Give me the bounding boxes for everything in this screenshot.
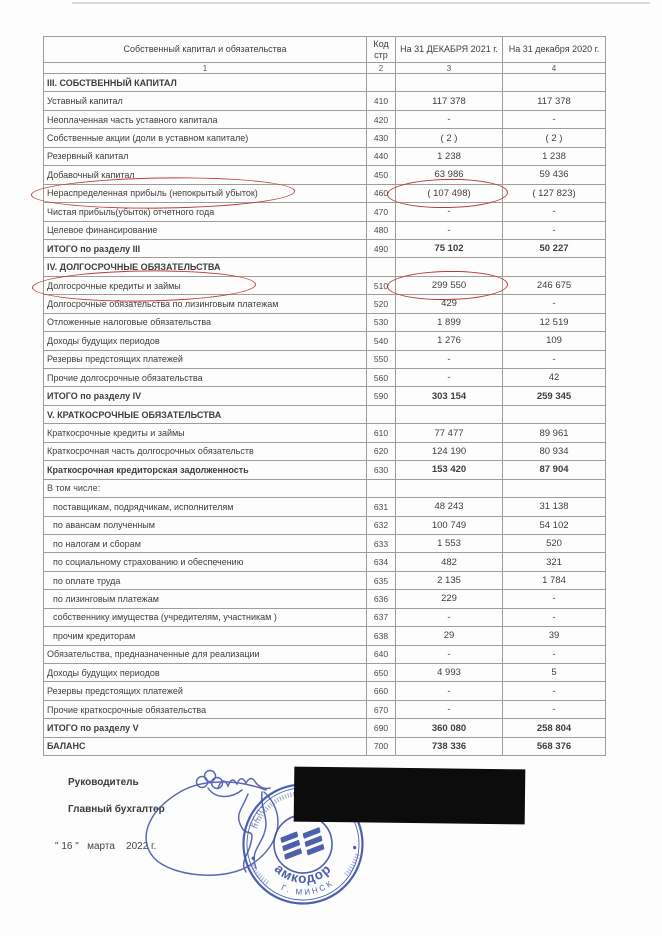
table-row [44, 682, 606, 700]
cell-code [367, 405, 396, 423]
cell-y2021: - [396, 645, 503, 663]
cell-code: 490 [367, 239, 396, 257]
cell-y2020: 1 784 [503, 571, 606, 589]
signature-loop [205, 771, 216, 782]
cell-label: Краткосрочные кредиты и займы [44, 424, 367, 442]
cell-y2021: 2 135 [396, 571, 503, 589]
cell-code [367, 74, 396, 92]
cell-label: В том числе: [44, 479, 367, 497]
cell-label: Уставный капитал [44, 92, 367, 110]
cell-label: Краткосрочная часть долгосрочных обязательств [44, 442, 367, 460]
table-row [44, 534, 606, 552]
cell-code: 670 [367, 700, 396, 718]
cell-code: 550 [367, 350, 396, 368]
cell-y2020: 31 138 [503, 498, 606, 516]
cell-y2020: 246 675 [503, 276, 606, 294]
column-index-row [44, 63, 606, 74]
cell-label: прочим кредиторам [44, 627, 367, 645]
table-row [44, 498, 606, 516]
cell-label: Чистая прибыль(убыток) отчетного года [44, 203, 367, 221]
cell-code: 636 [367, 590, 396, 608]
table-row [44, 387, 606, 405]
col-index-1: 1 [44, 63, 367, 74]
cell-y2021: - [396, 700, 503, 718]
cell-label: по лизинговым платежам [44, 590, 367, 608]
cell-y2021: 1 553 [396, 534, 503, 552]
cell-label: БАЛАНС [44, 737, 367, 755]
cell-label: Долгосрочные обязательства по лизинговым платежам [44, 295, 367, 313]
cell-code: 634 [367, 553, 396, 571]
cell-label: Нераспределенная прибыль (непокрытый убыток) [44, 184, 367, 202]
cell-y2020: 54 102 [503, 516, 606, 534]
cell-y2020: 1 238 [503, 147, 606, 165]
header-2021: На 31 ДЕКАБРЯ 2021 г. [396, 37, 503, 63]
table-row [44, 74, 606, 92]
table-row [44, 479, 606, 497]
table-row [44, 203, 606, 221]
cell-y2021 [396, 405, 503, 423]
table-row [44, 166, 606, 184]
cell-y2020: - [503, 295, 606, 313]
cell-y2021: 29 [396, 627, 503, 645]
cell-code: 640 [367, 645, 396, 663]
cell-label: III. СОБСТВЕННЫЙ КАПИТАЛ [44, 74, 367, 92]
stamp-separator-dot [353, 846, 357, 850]
stamp-ring-fragment-text: ЕСПУ [249, 802, 269, 829]
table-row [44, 571, 606, 589]
cell-code: 631 [367, 498, 396, 516]
cell-label: ИТОГО по разделу III [44, 239, 367, 257]
cell-code: 460 [367, 184, 396, 202]
cell-y2020: - [503, 645, 606, 663]
cell-y2020 [503, 405, 606, 423]
cell-label: Обязательства, предназначенные для реализации [44, 645, 367, 663]
cell-y2020: - [503, 682, 606, 700]
cell-code: 700 [367, 737, 396, 755]
cell-code: 410 [367, 92, 396, 110]
cell-y2021 [396, 258, 503, 276]
cell-y2020: 87 904 [503, 461, 606, 479]
cell-y2020: 568 376 [503, 737, 606, 755]
cell-label: Краткосрочная кредиторская задолженность [44, 461, 367, 479]
stamp-separator-dot [251, 856, 255, 860]
table-row [44, 276, 606, 294]
cell-code: 440 [367, 147, 396, 165]
cell-y2020: - [503, 350, 606, 368]
cell-label: ИТОГО по разделу IV [44, 387, 367, 405]
cell-y2020: ( 127 823) [503, 184, 606, 202]
cell-label: Добавочный капитал [44, 166, 367, 184]
table-row [44, 424, 606, 442]
table-row [44, 295, 606, 313]
cell-code: 510 [367, 276, 396, 294]
cell-y2020: 259 345 [503, 387, 606, 405]
chief-accountant-label: Главный бухгалтер [68, 804, 165, 815]
cell-code: 530 [367, 313, 396, 331]
cell-y2020: 12 519 [503, 313, 606, 331]
cell-label: Собственные акции (доли в уставном капитале) [44, 129, 367, 147]
table-header-row [44, 37, 606, 63]
cell-label: ИТОГО по разделу V [44, 719, 367, 737]
cell-code: 633 [367, 534, 396, 552]
cell-y2021 [396, 479, 503, 497]
cell-y2021: ( 107 498) [396, 184, 503, 202]
cell-y2021 [396, 74, 503, 92]
cell-y2021: - [396, 350, 503, 368]
table-row [44, 516, 606, 534]
table-row [44, 700, 606, 718]
cell-code: 630 [367, 461, 396, 479]
cell-y2020: 80 934 [503, 442, 606, 460]
cell-code: 480 [367, 221, 396, 239]
cell-code: 520 [367, 295, 396, 313]
table-row [44, 313, 606, 331]
cell-y2021: 77 477 [396, 424, 503, 442]
cell-y2021: 124 190 [396, 442, 503, 460]
cell-code: 560 [367, 369, 396, 387]
table-row [44, 239, 606, 257]
cell-y2020 [503, 479, 606, 497]
table-row [44, 645, 606, 663]
cell-code: 660 [367, 682, 396, 700]
cell-label: Резервный капитал [44, 147, 367, 165]
cell-y2020: 109 [503, 332, 606, 350]
header-equity-liabilities: Собственный капитал и обязательства [44, 37, 367, 63]
cell-y2021: 75 102 [396, 239, 503, 257]
cell-label: поставщикам, подрядчикам, исполнителям [44, 498, 367, 516]
cell-y2020: 50 227 [503, 239, 606, 257]
cell-code: 590 [367, 387, 396, 405]
cell-label: Отложенные налоговые обязательства [44, 313, 367, 331]
cell-label: Неоплаченная часть уставного капитала [44, 110, 367, 128]
director-label: Руководитель [68, 777, 139, 788]
stamp-city-text: Г. МИНСК [279, 878, 336, 897]
cell-y2021: - [396, 221, 503, 239]
cell-code: 632 [367, 516, 396, 534]
header-2020: На 31 декабря 2020 г. [503, 37, 606, 63]
balance-sheet-table [43, 36, 606, 756]
cell-y2021: 4 993 [396, 664, 503, 682]
cell-y2020: 42 [503, 369, 606, 387]
cell-code: 638 [367, 627, 396, 645]
cell-y2021: 360 080 [396, 719, 503, 737]
stamp-illegible-ring-text [252, 864, 269, 885]
cell-y2020: - [503, 110, 606, 128]
cell-label: Долгосрочные кредиты и займы [44, 276, 367, 294]
cell-code: 650 [367, 664, 396, 682]
cell-y2021: 1 276 [396, 332, 503, 350]
table-row [44, 553, 606, 571]
cell-label: Доходы будущих периодов [44, 332, 367, 350]
cell-code: 430 [367, 129, 396, 147]
cell-code: 420 [367, 110, 396, 128]
cell-label: IV. ДОЛГОСРОЧНЫЕ ОБЯЗАТЕЛЬСТВА [44, 258, 367, 276]
stamp-company-text: амкодор [271, 860, 335, 886]
cell-code [367, 479, 396, 497]
table-row [44, 221, 606, 239]
balance-table-body [44, 74, 606, 756]
cell-y2021: 63 986 [396, 166, 503, 184]
cell-y2020 [503, 74, 606, 92]
cell-y2021: 1 238 [396, 147, 503, 165]
cell-y2020: - [503, 608, 606, 626]
cell-code: 450 [367, 166, 396, 184]
cell-y2021: - [396, 203, 503, 221]
cell-y2020: 321 [503, 553, 606, 571]
cell-y2021: - [396, 608, 503, 626]
col-index-3: 3 [396, 63, 503, 74]
amkodor-logo [280, 823, 324, 864]
table-row [44, 332, 606, 350]
cell-label: V. КРАТКОСРОЧНЫЕ ОБЯЗАТЕЛЬСТВА [44, 405, 367, 423]
cell-label: по социальному страхованию и обеспечению [44, 553, 367, 571]
redaction-box [294, 767, 526, 825]
table-row [44, 737, 606, 755]
table-row [44, 110, 606, 128]
cell-y2021: 48 243 [396, 498, 503, 516]
cell-y2021: ( 2 ) [396, 129, 503, 147]
cell-y2021: 303 154 [396, 387, 503, 405]
cell-y2020: - [503, 590, 606, 608]
table-row [44, 608, 606, 626]
cell-y2020: - [503, 203, 606, 221]
cell-y2020: - [503, 221, 606, 239]
cell-y2020: ( 2 ) [503, 129, 606, 147]
cell-code [367, 258, 396, 276]
cell-label: по налогам и сборам [44, 534, 367, 552]
signature-loop [197, 777, 208, 788]
cell-y2021: 299 550 [396, 276, 503, 294]
cell-code: 610 [367, 424, 396, 442]
table-row [44, 258, 606, 276]
cell-label: Прочие долгосрочные обязательства [44, 369, 367, 387]
cell-y2020: 117 378 [503, 92, 606, 110]
cell-y2021: 482 [396, 553, 503, 571]
cell-y2021: - [396, 110, 503, 128]
table-row [44, 461, 606, 479]
cell-y2021: 229 [396, 590, 503, 608]
cell-y2021: - [396, 682, 503, 700]
table-row [44, 92, 606, 110]
table-row [44, 350, 606, 368]
cell-y2021: 153 420 [396, 461, 503, 479]
cell-label: собственнику имущества (учредителям, участникам ) [44, 608, 367, 626]
cell-code: 635 [367, 571, 396, 589]
cell-code: 637 [367, 608, 396, 626]
cell-y2021: 738 336 [396, 737, 503, 755]
cell-label: по оплате труда [44, 571, 367, 589]
cell-code: 690 [367, 719, 396, 737]
table-row [44, 590, 606, 608]
cell-label: Резервы предстоящих платежей [44, 682, 367, 700]
cell-y2020: 5 [503, 664, 606, 682]
table-row [44, 442, 606, 460]
cell-label: Резервы предстоящих платежей [44, 350, 367, 368]
table-row [44, 184, 606, 202]
scan-edge-artifact [72, 2, 650, 4]
cell-y2020: 258 804 [503, 719, 606, 737]
table-row [44, 369, 606, 387]
header-code: Код стр [367, 37, 396, 63]
cell-label: по авансам полученным [44, 516, 367, 534]
cell-label: Прочие краткосрочные обязательства [44, 700, 367, 718]
table-row [44, 405, 606, 423]
cell-label: Целевое финансирование [44, 221, 367, 239]
cell-y2020: 39 [503, 627, 606, 645]
cell-code: 540 [367, 332, 396, 350]
cell-y2020: - [503, 700, 606, 718]
col-index-2: 2 [367, 63, 396, 74]
cell-y2020: 89 961 [503, 424, 606, 442]
col-index-4: 4 [503, 63, 606, 74]
cell-y2021: - [396, 369, 503, 387]
table-row [44, 147, 606, 165]
cell-y2020 [503, 258, 606, 276]
cell-y2021: 117 378 [396, 92, 503, 110]
cell-y2020: 520 [503, 534, 606, 552]
cell-code: 470 [367, 203, 396, 221]
cell-y2021: 100 749 [396, 516, 503, 534]
cell-label: Доходы будущих периодов [44, 664, 367, 682]
table-row [44, 719, 606, 737]
cell-y2021: 1 899 [396, 313, 503, 331]
table-row [44, 129, 606, 147]
table-row [44, 627, 606, 645]
cell-y2020: 59 436 [503, 166, 606, 184]
cell-code: 620 [367, 442, 396, 460]
cell-y2021: 429 [396, 295, 503, 313]
table-row [44, 664, 606, 682]
date-line: " 16 " марта 2022 г. [55, 841, 157, 852]
